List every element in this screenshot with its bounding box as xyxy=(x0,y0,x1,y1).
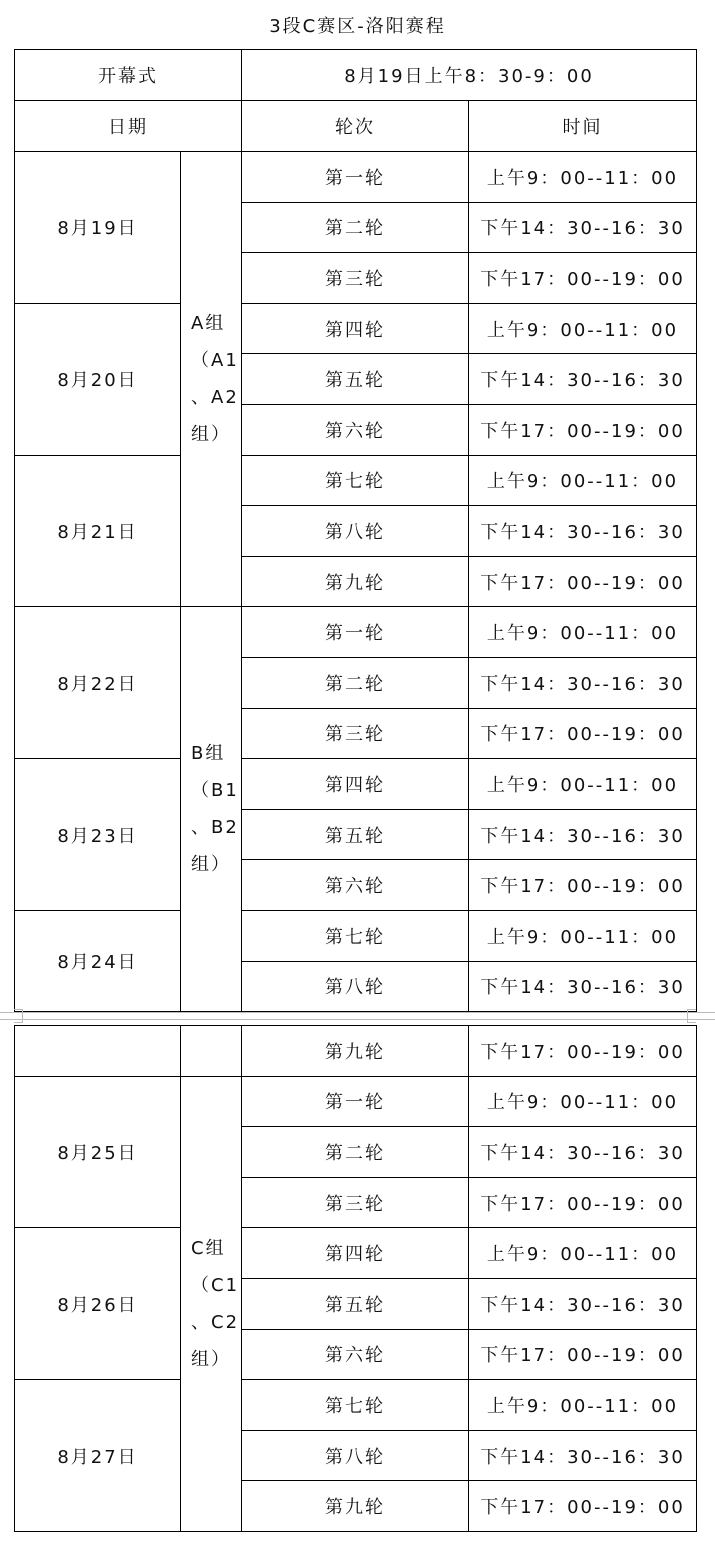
time-cell: 上午9：00--11：00 xyxy=(469,152,697,203)
time-cell: 上午9：00--11：00 xyxy=(469,1076,697,1127)
time-cell: 上午9：00--11：00 xyxy=(469,455,697,506)
table-row xyxy=(15,607,697,658)
date-cell: 8月26日 xyxy=(15,1228,181,1380)
table-row xyxy=(15,1026,697,1077)
page-break xyxy=(0,1012,715,1020)
round-cell: 第一轮 xyxy=(242,1076,469,1127)
group-label-line: B组 xyxy=(191,743,226,765)
round-cell: 第四轮 xyxy=(242,1228,469,1279)
table-row xyxy=(15,1076,697,1127)
time-cell: 下午17：00--19：00 xyxy=(469,1026,697,1077)
round-cell: 第四轮 xyxy=(242,303,469,354)
group-label-line: 组） xyxy=(191,1348,231,1370)
group-label-line: 组） xyxy=(191,854,231,876)
round-cell: 第九轮 xyxy=(242,1026,469,1077)
time-cell: 下午14：30--16：30 xyxy=(469,961,697,1012)
document-title: 3段C赛区-洛阳赛程 xyxy=(269,16,446,37)
time-cell: 上午9：00--11：00 xyxy=(469,1380,697,1431)
round-cell: 第一轮 xyxy=(242,607,469,658)
schedule-table-page2 xyxy=(14,1025,697,1532)
table-row xyxy=(15,1380,697,1431)
header-round: 轮次 xyxy=(242,101,469,152)
time-cell: 下午14：30--16：30 xyxy=(469,1430,697,1481)
table-row xyxy=(15,910,697,961)
round-cell: 第二轮 xyxy=(242,657,469,708)
time-cell: 下午14：30--16：30 xyxy=(469,354,697,405)
time-cell: 上午9：00--11：00 xyxy=(469,1228,697,1279)
round-cell: 第三轮 xyxy=(242,1177,469,1228)
time-cell: 下午17：00--19：00 xyxy=(469,1329,697,1380)
table-row xyxy=(15,759,697,810)
group-cell xyxy=(181,152,242,607)
round-cell: 第六轮 xyxy=(242,860,469,911)
group-label-line: 组） xyxy=(191,424,231,446)
time-cell: 下午14：30--16：30 xyxy=(469,202,697,253)
group-label-line: （B1 xyxy=(191,780,239,802)
schedule-table-page1 xyxy=(14,49,697,1012)
header-row xyxy=(15,101,697,152)
group-label-line: （A1 xyxy=(191,350,239,372)
group-label-line: 、B2 xyxy=(191,817,239,839)
table-row xyxy=(15,455,697,506)
opening-label: 开幕式 xyxy=(15,50,242,101)
round-cell: 第八轮 xyxy=(242,506,469,557)
group-cell xyxy=(181,1026,242,1077)
page-break-marker-right xyxy=(687,1009,696,1023)
header-date: 日期 xyxy=(15,101,242,152)
time-cell: 下午14：30--16：30 xyxy=(469,809,697,860)
time-cell: 下午17：00--19：00 xyxy=(469,1177,697,1228)
date-cell xyxy=(15,1026,181,1077)
table-row xyxy=(15,152,697,203)
date-cell: 8月21日 xyxy=(15,455,181,607)
date-cell: 8月27日 xyxy=(15,1380,181,1532)
time-cell: 下午17：00--19：00 xyxy=(469,556,697,607)
round-cell: 第三轮 xyxy=(242,253,469,304)
time-cell: 下午14：30--16：30 xyxy=(469,657,697,708)
round-cell: 第二轮 xyxy=(242,1127,469,1178)
time-cell: 下午17：00--19：00 xyxy=(469,860,697,911)
time-cell: 上午9：00--11：00 xyxy=(469,759,697,810)
round-cell: 第六轮 xyxy=(242,1329,469,1380)
round-cell: 第六轮 xyxy=(242,404,469,455)
round-cell: 第四轮 xyxy=(242,759,469,810)
time-cell: 下午17：00--19：00 xyxy=(469,1481,697,1532)
page-break-marker-left xyxy=(14,1009,23,1023)
group-label-line: （C1 xyxy=(191,1274,240,1296)
opening-time: 8月19日上午8：30-9：00 xyxy=(242,50,697,101)
round-cell: 第七轮 xyxy=(242,455,469,506)
round-cell: 第一轮 xyxy=(242,152,469,203)
time-cell: 下午14：30--16：30 xyxy=(469,506,697,557)
header-time: 时间 xyxy=(469,101,697,152)
group-label-line: C组 xyxy=(191,1237,226,1259)
date-cell: 8月22日 xyxy=(15,607,181,759)
time-cell: 下午14：30--16：30 xyxy=(469,1127,697,1178)
date-cell: 8月23日 xyxy=(15,759,181,911)
round-cell: 第五轮 xyxy=(242,809,469,860)
time-cell: 上午9：00--11：00 xyxy=(469,303,697,354)
time-cell: 下午14：30--16：30 xyxy=(469,1278,697,1329)
table-row xyxy=(15,303,697,354)
round-cell: 第五轮 xyxy=(242,354,469,405)
group-cell xyxy=(181,1076,242,1531)
date-cell: 8月20日 xyxy=(15,303,181,455)
round-cell: 第二轮 xyxy=(242,202,469,253)
time-cell: 下午17：00--19：00 xyxy=(469,253,697,304)
time-cell: 下午17：00--19：00 xyxy=(469,404,697,455)
round-cell: 第七轮 xyxy=(242,910,469,961)
round-cell: 第五轮 xyxy=(242,1278,469,1329)
time-cell: 上午9：00--11：00 xyxy=(469,910,697,961)
round-cell: 第三轮 xyxy=(242,708,469,759)
time-cell: 下午17：00--19：00 xyxy=(469,708,697,759)
group-cell xyxy=(181,607,242,1012)
date-cell: 8月25日 xyxy=(15,1076,181,1228)
opening-row xyxy=(15,50,697,101)
round-cell: 第八轮 xyxy=(242,1430,469,1481)
group-label-line: 、A2 xyxy=(191,387,239,409)
date-cell: 8月24日 xyxy=(15,910,181,1011)
round-cell: 第九轮 xyxy=(242,1481,469,1532)
date-cell: 8月19日 xyxy=(15,152,181,304)
round-cell: 第七轮 xyxy=(242,1380,469,1431)
round-cell: 第九轮 xyxy=(242,556,469,607)
group-label-line: A组 xyxy=(191,313,226,335)
round-cell: 第八轮 xyxy=(242,961,469,1012)
time-cell: 上午9：00--11：00 xyxy=(469,607,697,658)
group-label-line: 、C2 xyxy=(191,1311,240,1333)
table-row xyxy=(15,1228,697,1279)
